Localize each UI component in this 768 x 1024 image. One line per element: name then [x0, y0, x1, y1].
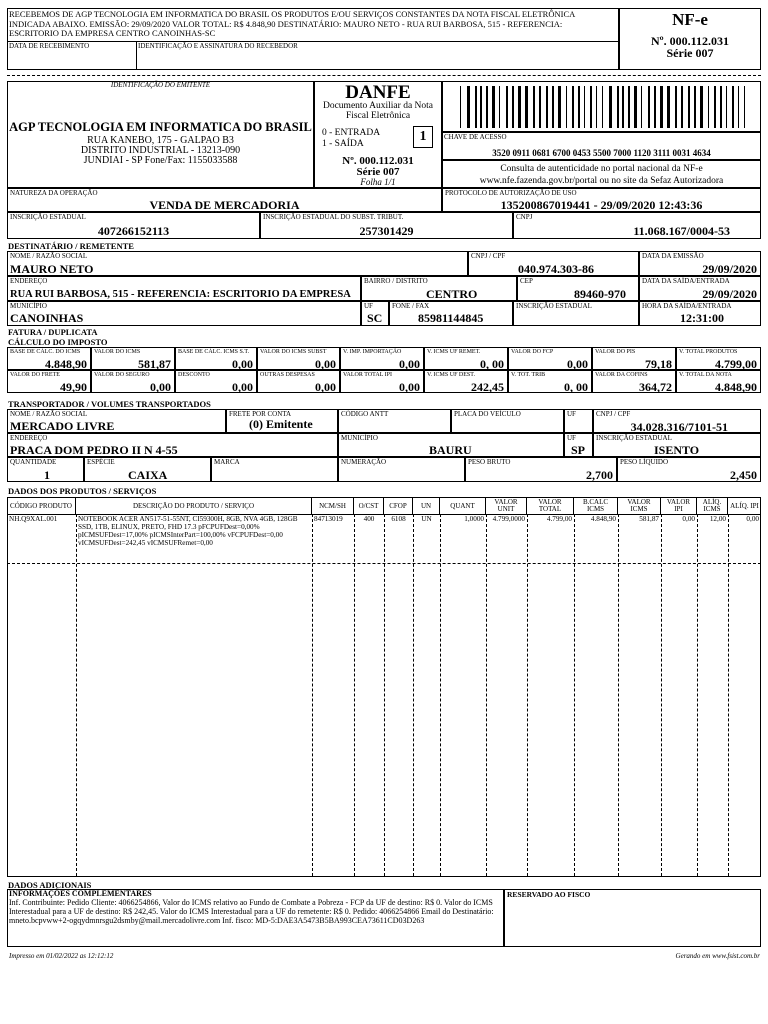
imposto-cell-desc: [175, 370, 257, 393]
imposto-value-v_st: 0,00: [315, 357, 336, 371]
imposto-section-title: CÁLCULO DO IMPOSTO: [8, 337, 108, 347]
barcode-bar: [694, 86, 696, 128]
natureza-cell: [7, 188, 442, 212]
imposto-cell-fcp: [508, 347, 592, 370]
barcode-bar: [609, 86, 612, 128]
barcode-bar: [641, 86, 642, 128]
imposto-cell-uf_dest: [424, 370, 508, 393]
transp-uf1-cell: [564, 409, 593, 433]
barcode-bar: [480, 86, 482, 128]
barcode-bar: [596, 86, 597, 128]
dest-cnpj-cell: [468, 251, 639, 276]
dest-emissao-cell: [639, 251, 761, 276]
canhoto-text: RECEBEMOS DE AGP TECNOLOGIA EM INFORMATICA DO BRASIL OS PRODUTOS E/OU SERVIÇOS CONSTANTES DA NOTA FISCAL ELETRÔNICA INDICADA ABAIXO. EMISSÃO: 29/09/2020 VALOR TOTAL: R$ 4.848,90 DESTINATÁRIO: MAURO NETO - RUA RUI BARBOSA, 515 - REFERENCIA: ESCRITORIO DA EMPRESA CENTRO CANOINHAS-SC: [9, 9, 575, 38]
barcode-bar: [558, 86, 561, 128]
fatura-section-title: FATURA / DUPLICATA: [8, 327, 98, 337]
transp-endereco: PRACA DOM PEDRO II N 4-55: [10, 443, 178, 457]
imposto-value-bc_st: 0,00: [232, 357, 253, 371]
barcode-bar: [700, 86, 703, 128]
consulta-line2: www.nfe.fazenda.gov.br/portal ou no site da Sefaz Autorizadora: [479, 176, 724, 186]
transp-frete: (0) Emitente: [249, 417, 313, 431]
emitente-addr1: RUA KANEBO, 175 - GALPAO B3: [87, 135, 234, 146]
canhoto-nfe-title: NF-e: [672, 10, 708, 29]
dest-emissao: 29/09/2020: [702, 262, 757, 276]
transp-section-title: TRANSPORTADOR / VOLUMES TRANSPORTADOS: [8, 399, 211, 409]
transp-ie-label: INSCRIÇÃO ESTADUAL: [596, 434, 672, 442]
barcode-bar: [475, 86, 477, 128]
barcode-bar: [726, 86, 727, 128]
dest-saida: 29/09/2020: [702, 287, 757, 301]
imposto-value-desc: 0,00: [232, 380, 253, 394]
imposto-value-ipi: 0,00: [399, 380, 420, 394]
transp-cnpj: 34.028.316/7101-51: [630, 420, 728, 434]
produtos-header-aliq_ipi: ALÍQ. IPI: [730, 501, 759, 510]
transp-liquido-cell: [617, 457, 761, 482]
transp-mun-label: MUNICÍPIO: [341, 434, 378, 442]
barcode-bar: [681, 86, 683, 128]
imposto-value-pis: 79,18: [645, 357, 672, 371]
danfe-numero: Nº. 000.112.031: [342, 155, 414, 167]
imposto-label-trib: V. TOT. TRIB: [511, 372, 546, 378]
produtos-row-separator: [7, 563, 761, 564]
assinatura-label: IDENTIFICAÇÃO E ASSINATURA DO RECEBEDOR: [138, 42, 298, 50]
produtos-header-un: UN: [413, 498, 440, 514]
transp-ie-cell: [593, 433, 761, 457]
natureza-value: VENDA DE MERCADORIA: [149, 198, 300, 212]
danfe-sub1: Documento Auxiliar da Nota: [322, 101, 433, 111]
dest-end-label: ENDEREÇO: [10, 277, 48, 285]
imposto-label-ipi: VALOR TOTAL IPI: [343, 372, 392, 378]
dest-endereco: RUA RUI BARBOSA, 515 - REFERENCIA: ESCRITORIO DA EMPRESA: [10, 289, 351, 300]
protocolo-label: PROTOCOLO DE AUTORIZAÇÃO DE USO: [445, 189, 577, 197]
produtos-cell-ncm: 84713019: [314, 515, 343, 523]
imposto-label-desc: DESCONTO: [178, 372, 210, 378]
transp-nome-cell: [7, 409, 226, 433]
barcode-bar: [602, 86, 603, 128]
canhoto-divider-v: [136, 41, 137, 70]
barcode-bar: [492, 86, 495, 128]
dest-fone: 85981144845: [418, 311, 484, 325]
dest-uf-label: UF: [364, 302, 373, 310]
emitente-addr3: JUNDIAI - SP Fone/Fax: 1155033588: [83, 155, 238, 166]
barcode-bar: [566, 86, 567, 128]
imposto-cell-cofins: [592, 370, 676, 393]
info-compl-label: INFORMAÇÕES COMPLEMENTARES: [9, 889, 152, 898]
dest-fone-cell: [389, 301, 513, 326]
chave-value: 3520 0911 0681 6700 0453 5500 7000 1120 3111 0031 4634: [492, 148, 711, 158]
barcode-bar: [688, 86, 690, 128]
imposto-value-v_icms: 581,87: [138, 357, 171, 371]
transp-end-label: ENDEREÇO: [10, 434, 48, 442]
emitente-addr2: DISTRITO INDUSTRIAL - 13213-090: [80, 145, 241, 156]
barcode-bar: [512, 86, 514, 128]
transp-ie: ISENTO: [654, 443, 700, 457]
imposto-cell-v_icms: [91, 347, 175, 370]
transp-bruto-cell: [465, 457, 617, 482]
canhoto-serie: Série 007: [666, 46, 714, 60]
produtos-col-divider: [413, 514, 414, 876]
danfe-sub2: Fiscal Eletrônica: [345, 111, 411, 121]
imposto-value-trib: 0, 00: [564, 380, 588, 394]
produtos-header-cst: O/CST: [354, 498, 384, 514]
produtos-header-ncm: NCM/SH: [312, 498, 354, 514]
transp-uf: SP: [571, 443, 586, 457]
data-recebimento-label: DATA DE RECEBIMENTO: [9, 42, 90, 50]
transp-num-label: NUMERAÇÃO: [341, 458, 387, 466]
cut-line: [7, 75, 761, 76]
transp-especie: CAIXA: [128, 468, 168, 482]
imposto-value-bc_icms: 4.848,90: [45, 357, 87, 371]
barcode-bar: [628, 86, 630, 128]
produtos-header-v_total: VALOR TOTAL: [527, 498, 574, 514]
dest-ie-cell: [513, 301, 639, 326]
danfe-serie: Série 007: [356, 166, 400, 178]
dest-municipio: CANOINHAS: [10, 311, 84, 325]
produtos-header-v_icms: VALOR ICMS: [618, 498, 661, 514]
barcode-bar: [675, 86, 677, 128]
imposto-value-fcp: 0,00: [567, 357, 588, 371]
consulta-line1: Consulta de autenticidade no portal nacional da NF-e: [500, 164, 703, 174]
imposto-cell-outras: [257, 370, 340, 393]
transp-antt-cell: [338, 409, 451, 433]
transp-liquido-label: PESO LÍQUIDO: [620, 458, 669, 466]
imposto-cell-imp: [340, 347, 424, 370]
transp-uf2-cell: [564, 433, 593, 457]
transp-end-cell: [7, 433, 338, 457]
dest-uf-cell: [361, 301, 389, 326]
barcode-bar: [467, 86, 470, 128]
imposto-label-v_icms: VALOR DO ICMS: [94, 349, 141, 355]
barcode-bar: [584, 86, 585, 128]
barcode-bar: [617, 86, 619, 128]
barcode-bar: [732, 86, 734, 128]
produtos-header-quant: QUANT: [440, 498, 486, 514]
produtos-col-divider: [486, 514, 487, 876]
barcode-bar: [590, 86, 592, 128]
dest-bairro-cell: [361, 276, 517, 301]
danfe-tipo-box: 1: [413, 126, 433, 148]
transp-placa-label: PLACA DO VEÍCULO: [454, 410, 521, 418]
imposto-cell-nota: [676, 370, 761, 393]
barcode-bar: [667, 86, 670, 128]
imposto-value-uf_dest: 242,45: [471, 380, 504, 394]
barcode-bar: [486, 86, 488, 128]
transp-qtd: 1: [44, 468, 50, 482]
barcode-bar: [622, 86, 624, 128]
transp-antt-label: CÓDIGO ANTT: [341, 410, 389, 418]
barcode-bar: [634, 86, 637, 128]
barcode-bar: [499, 86, 500, 128]
imposto-label-pis: VALOR DO PIS: [595, 349, 636, 355]
transp-frete-cell: [226, 409, 338, 433]
barcode-bar: [720, 86, 722, 128]
imposto-cell-frete: [7, 370, 91, 393]
canhoto-divider: [7, 41, 619, 42]
produtos-header-descricao: DESCRIÇÃO DO PRODUTO / SERVIÇO: [76, 498, 312, 514]
produtos-col-divider: [312, 514, 313, 876]
dest-bairro: CENTRO: [426, 287, 478, 301]
barcode-bar: [552, 86, 554, 128]
produtos-col-divider: [661, 514, 662, 876]
dest-saida-label: DATA DA SAÍDA/ENTRADA: [642, 277, 730, 285]
transp-frete-label: FRETE POR CONTA: [229, 410, 292, 418]
imposto-label-cofins: VALOR DA COFINS: [595, 372, 648, 378]
transp-qtd-label: QUANTIDADE: [10, 458, 57, 466]
transp-uf1-label: UF: [567, 410, 576, 418]
transp-qtd-cell: [7, 457, 84, 482]
produtos-cell-bc_icms: 4.848,90: [590, 515, 616, 523]
canhoto-numero: Nº. 000.112.031: [651, 34, 729, 48]
imposto-cell-ipi: [340, 370, 424, 393]
imposto-label-v_st: VALOR DO ICMS SUBST: [260, 349, 327, 355]
danfe-folha: Folha 1/1: [360, 177, 396, 187]
imposto-value-uf_remet: 0, 00: [480, 357, 504, 371]
dest-end-cell: [7, 276, 361, 301]
cnpj-emit-cell: [513, 212, 761, 239]
emitente-name: AGP TECNOLOGIA EM INFORMATICA DO BRASIL: [9, 120, 312, 134]
protocolo-cell: [442, 188, 761, 212]
dest-fone-label: FONE / FAX: [392, 302, 430, 310]
imposto-label-nota: V. TOTAL DA NOTA: [679, 372, 732, 378]
reservado-label: RESERVADO AO FISCO: [507, 890, 591, 899]
produtos-header-cfop: CFOP: [384, 498, 413, 514]
imposto-label-frete: VALOR DO FRETE: [10, 372, 60, 378]
cnpj-emit-value: 11.068.167/0004-53: [633, 224, 730, 238]
barcode-bar: [708, 86, 709, 128]
barcode-bar: [525, 86, 528, 128]
produtos-header-codigo: CÓDIGO PRODUTO: [7, 498, 76, 514]
produtos-col-divider: [354, 514, 355, 876]
ie-cell: [7, 212, 260, 239]
imposto-label-bc_icms: BASE DE CÁLC. DO ICMS: [10, 349, 81, 355]
imposto-value-frete: 49,90: [60, 380, 87, 394]
imposto-cell-pis: [592, 347, 676, 370]
imposto-label-imp: V. IMP. IMPORTAÇÃO: [343, 349, 402, 355]
imposto-label-fcp: VALOR DO FCP: [511, 349, 554, 355]
imposto-cell-uf_remet: [424, 347, 508, 370]
dest-hora-label: HORA DA SAÍDA/ENTRADA: [642, 302, 732, 310]
barcode: [460, 86, 745, 128]
imposto-value-outras: 0,00: [315, 380, 336, 394]
produtos-col-divider: [728, 514, 729, 876]
transp-municipio: BAURU: [429, 443, 472, 457]
produtos-col-divider: [527, 514, 528, 876]
produtos-cell-v_unit: 4.799,0000: [492, 515, 525, 523]
transp-nome-label: NOME / RAZÃO SOCIAL: [10, 410, 88, 418]
imposto-cell-trib: [508, 370, 592, 393]
transp-cnpj-cell: [593, 409, 761, 433]
imposto-cell-seguro: [91, 370, 175, 393]
ie-label: INSCRIÇÃO ESTADUAL: [10, 213, 86, 221]
produtos-col-divider: [697, 514, 698, 876]
dest-cep-label: CEP: [520, 277, 533, 285]
produtos-col-divider: [440, 514, 441, 876]
dest-uf: SC: [367, 311, 383, 325]
imposto-cell-prod: [676, 347, 761, 370]
dest-cep: 89460-970: [574, 287, 626, 301]
produtos-cell-aliq_ipi: 0,00: [746, 515, 759, 523]
transp-cnpj-label: CNPJ / CPF: [596, 410, 631, 418]
barcode-bar: [460, 86, 461, 128]
transp-num-cell: [338, 457, 465, 482]
dest-ie-label: INSCRIÇÃO ESTADUAL: [516, 302, 592, 310]
imposto-label-prod: V. TOTAL PRODUTOS: [679, 349, 738, 355]
imposto-value-prod: 4.799,00: [715, 357, 757, 371]
danfe-title: DANFE: [345, 82, 411, 103]
transp-liquido: 2,450: [730, 468, 757, 482]
produtos-section-title: DADOS DOS PRODUTOS / SERVIÇOS: [8, 486, 157, 496]
imposto-value-seguro: 0,00: [150, 380, 171, 394]
transp-mun-cell: [338, 433, 564, 457]
transp-bruto-label: PESO BRUTO: [468, 458, 511, 466]
natureza-label: NATUREZA DA OPERAÇÃO: [10, 189, 98, 197]
barcode-bar: [654, 86, 656, 128]
dest-mun-cell: [7, 301, 361, 326]
danfe-entrada: 0 - ENTRADA: [322, 128, 381, 138]
dest-nome-label: NOME / RAZÃO SOCIAL: [10, 252, 88, 260]
transp-placa-cell: [451, 409, 564, 433]
dest-hora-cell: [639, 301, 761, 326]
produtos-cell-v_icms: 581,87: [639, 515, 659, 523]
imposto-cell-v_st: [257, 347, 340, 370]
dest-cnpj: 040.974.303-86: [518, 262, 594, 276]
info-compl-text: Inf. Contribuinte: Pedido Cliente: 4066254866, Valor do ICMS relativo ao Fundo de Combate a Pobreza - FCP da UF de destino: R$ 0. Valor do ICMS Interestadual para a UF de destino: R$ 242,45. Valor do ICMS Interestadual para a UF do remetente: R$ 0. Pedido: 4066254866 Email do Destinatário: mneto.bcpvww+2-ogqydmnrsgu2dsmby@mail.mercadolivre.com Inf. fisco: MD-5:DAE3A5473B5BA993CEA73611CD03D263: [9, 898, 494, 925]
dest-cnpj-label: CNPJ / CPF: [471, 252, 506, 260]
imposto-cell-bc_st: [175, 347, 257, 370]
imposto-label-uf_dest: V. ICMS UF DEST.: [427, 372, 475, 378]
produtos-cell-codigo: NH.Q9XAL.001: [9, 515, 58, 523]
danfe-saida: 1 - SAÍDA: [322, 139, 364, 149]
chave-label: CHAVE DE ACESSO: [444, 133, 507, 141]
produtos-cell-quant: 1,0000: [464, 515, 484, 523]
dest-emissao-label: DATA DA EMISSÃO: [642, 252, 704, 260]
barcode-bar: [714, 86, 716, 128]
transp-uf2-label: UF: [567, 434, 576, 442]
produtos-cell-cfop: 6108: [391, 515, 406, 523]
produtos-header-v_ipi: VALOR IPI: [661, 498, 697, 514]
produtos-header-bc_icms: B.CALC ICMS: [574, 498, 618, 514]
produtos-col-divider: [574, 514, 575, 876]
produtos-cell-v_ipi: 0,00: [682, 515, 695, 523]
transp-bruto: 2,700: [586, 468, 613, 482]
imposto-label-bc_st: BASE DE CÁLC. ICMS S.T.: [178, 349, 250, 355]
barcode-bar: [533, 86, 535, 128]
dest-bairro-label: BAIRRO / DISTRITO: [364, 277, 428, 285]
imposto-value-imp: 0,00: [399, 357, 420, 371]
transp-marca-label: MARCA: [214, 458, 240, 466]
emitente-label: IDENTIFICAÇÃO DO EMITENTE: [110, 81, 211, 89]
barcode-bar: [578, 86, 580, 128]
gerado-text: Gerando em www.fsist.com.br: [675, 952, 760, 960]
barcode-bar: [738, 86, 739, 128]
produtos-col-divider: [384, 514, 385, 876]
dest-nome-cell: [7, 251, 468, 276]
adicionais-section-title: DADOS ADICIONAIS: [8, 880, 92, 890]
dest-saida-cell: [639, 276, 761, 301]
barcode-bar: [744, 86, 745, 128]
produtos-cell-un: UN: [421, 515, 432, 523]
imposto-label-outras: OUTRAS DESPESAS: [260, 372, 315, 378]
barcode-bar: [518, 86, 521, 128]
ie-st-label: INSCRIÇÃO ESTADUAL DO SUBST. TRIBUT.: [263, 213, 404, 221]
dest-section-title: DESTINATÁRIO / REMETENTE: [8, 241, 134, 251]
ie-value: 407266152113: [97, 224, 170, 238]
dest-cep-cell: [517, 276, 639, 301]
produtos-header-aliq_icms: ALÍQ. ICMS: [697, 498, 728, 514]
ie-st-cell: [260, 212, 513, 239]
produtos-cell-descricao: NOTEBOOK ACER AN517-51-55NT, CI59300H, 8GB, NVA 4GB, 128GB SSD, 1TB, ELINUX, PRETO, FHD 17.3 pFCPUFDest=0,00% pICMSUFDest=17,00% pICMSInterPart=100,00% vFCPUFDest=0,00 vICMSUFDest=242,45 vICMSUFRemet=0,00: [78, 515, 298, 547]
imposto-value-cofins: 364,72: [639, 380, 672, 394]
barcode-bar: [660, 86, 663, 128]
barcode-bar: [648, 86, 650, 128]
produtos-col-divider: [618, 514, 619, 876]
transp-marca-cell: [211, 457, 338, 482]
produtos-cell-aliq_icms: 12,00: [709, 515, 726, 523]
produtos-cell-v_total: 4.799,00: [546, 515, 572, 523]
imposto-label-seguro: VALOR DO SEGURO: [94, 372, 150, 378]
transp-nome: MERCADO LIVRE: [10, 419, 115, 433]
cnpj-emit-label: CNPJ: [516, 213, 533, 221]
dest-mun-label: MUNICÍPIO: [10, 302, 47, 310]
transp-especie-label: ESPÉCIE: [87, 458, 115, 466]
barcode-bar: [539, 86, 541, 128]
impresso-text: Impresso em 01/02/2022 as 12:12:12: [9, 952, 114, 960]
barcode-bar: [572, 86, 574, 128]
imposto-value-nota: 4.848,90: [715, 380, 757, 394]
protocolo-value: 135200867019441 - 29/09/2020 12:43:36: [500, 198, 703, 212]
imposto-cell-bc_icms: [7, 347, 91, 370]
dest-hora: 12:31:00: [680, 311, 724, 325]
produtos-cell-cst: 400: [363, 515, 375, 523]
produtos-header-v_unit: VALOR UNIT: [486, 498, 527, 514]
dest-nome: MAURO NETO: [10, 262, 94, 276]
ie-st-value: 257301429: [359, 224, 414, 238]
imposto-label-uf_remet: V. ICMS UF REMET.: [427, 349, 481, 355]
produtos-col-divider: [76, 514, 77, 876]
transp-especie-cell: [84, 457, 211, 482]
barcode-bar: [546, 86, 548, 128]
barcode-bar: [506, 86, 508, 128]
